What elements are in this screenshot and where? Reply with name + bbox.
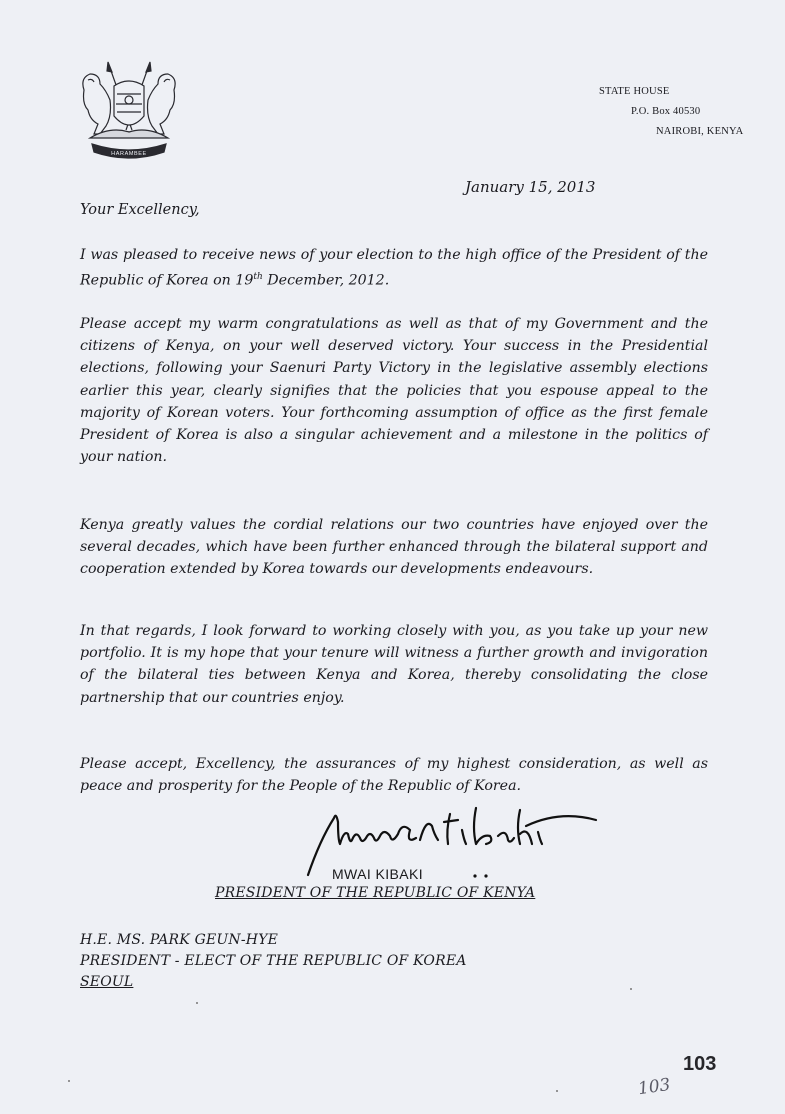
paper-speck [196,1002,198,1004]
page-number: 103 [683,1053,717,1075]
signature-dot-1 [473,874,476,877]
address-line-2: P.O. Box 40530 [631,106,701,117]
addressee-name: H.E. MS. PARK GEUN-HYE [80,932,279,948]
paragraph-4: In that regards, I look forward to working closely with you, as you take up your new portfolio. It is my hope that your tenure will witness a further growth and invigoration of the bilateral ties between Kenya and Korea, thereby consolidating the close partnership that our countries enjoy. [80,623,708,706]
paragraph-3: Kenya greatly values the cordial relations our two countries have enjoyed over the several decades, which have been further enhanced through the bilateral support and cooperation extended by Korea towards our developments endeavours. [80,517,708,578]
paper-speck [556,1090,558,1092]
paragraph-2: Please accept my warm congratulations as well as that of my Government and the citizens of Kenya, on your well deserved victory. Your success in the Presidential elections, following your Saenuri Party Victory in the legislative assembly elections earlier this year, clearly signifies that the policies that you espouse appeal to the majority of Korean voters. Your forthcoming assumption of office as the first female President of Korea is also a singular achievement and a milestone in the politics of your nation. [80,316,708,466]
paragraph-1: I was pleased to receive news of your election to the high office of the President of the Republic of Korea on 19th December, 2012. [80,247,708,289]
paragraph-5: Please accept, Excellency, the assurances of my highest consideration, as well as peace and prosperity for the People of the Republic of Korea. [80,756,708,795]
ordinal-suffix: th [253,272,263,283]
letter-date: January 15, 2013 [465,178,596,196]
addressee-title: PRESIDENT - ELECT OF THE REPUBLIC OF KOREA [80,953,467,969]
handwritten-page-number: 103 [636,1074,672,1100]
signatory-name: MWAI KIBAKI [332,866,424,882]
crest-motto: HARAMBEE [111,151,147,157]
address-line-3: NAIROBI, KENYA [656,126,744,137]
signatory-title: PRESIDENT OF THE REPUBLIC OF KENYA [215,885,536,901]
salutation: Your Excellency, [80,202,200,218]
address-line-1: STATE HOUSE [599,86,670,97]
paper-speck [68,1080,70,1082]
signature-dot-2 [484,874,487,877]
paper-speck [630,988,632,990]
addressee-city: SEOUL [80,974,134,990]
kenya-coat-of-arms-icon [70,60,188,165]
